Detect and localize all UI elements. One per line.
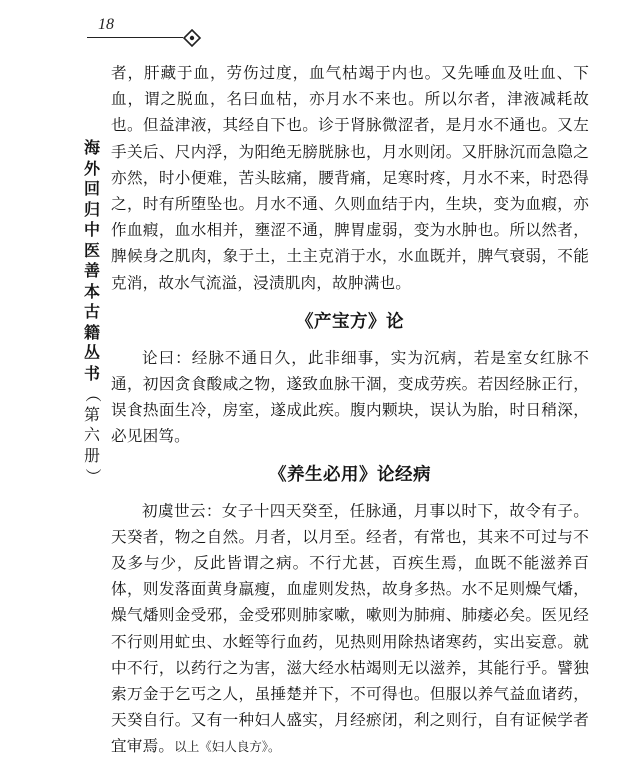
section-heading-chanbaofang: 《产宝方》论: [296, 311, 404, 332]
series-char: 归: [83, 199, 100, 219]
series-paren-close: ）: [83, 468, 103, 485]
series-char: 医: [83, 240, 100, 260]
series-char: 海: [83, 138, 100, 157]
ornament-icon: [182, 29, 202, 47]
source-citation: 以上《妇人良方》。: [174, 739, 281, 755]
series-paren-open: （: [83, 386, 103, 403]
series-char: 书: [83, 363, 100, 383]
series-char: 第: [83, 404, 100, 424]
series-title-vertical: [80, 138, 104, 487]
series-char: 回: [83, 179, 100, 198]
series-char: 六: [83, 425, 100, 444]
paragraph-text: 初虞世云：女子十四天癸至，任脉通，月事以时下，故令有子。天癸者，物之自然。月者，以月至。经者，有常也，其来不可过与不及多与少，反此皆谓之病。不行尤甚，百疾生焉，血既不能滋养百体，则发落面黄身羸瘦，血虚则发热，故身多热。水不足则燥气燔，燥气燔则金受邪，金受邪则肺家嗽，嗽则为肺痈、肺痿必矣。医见经不行则用虻虫、水蛭等行血药，见热则用除热诸寒药，实出妄意。就中不行，以药行之为害，滋大经水枯竭则无以滋养，其能行乎。譬独索万金于乞丐之人，虽捶楚并下，不可得也。但服以养气益血诸药，天癸自行。又有一种妇人盛实，月经瘀闭，利之则行，自有证候学者宜审焉。: [111, 501, 589, 756]
paragraph-yangshengbiyong: [111, 498, 589, 761]
section-heading-yangshengbiyong: 《养生必用》论经病: [269, 464, 431, 485]
series-char: 本: [83, 281, 100, 301]
series-char: 善: [83, 261, 100, 280]
series-char: 籍: [83, 322, 100, 342]
series-char: 古: [83, 302, 100, 321]
series-char: 丛: [83, 343, 100, 362]
series-char: 册: [83, 445, 100, 465]
series-char: 中: [83, 220, 100, 239]
page-body: [111, 60, 589, 761]
paragraph-chanbaofang: 论曰：经脉不通日久，此非细事，实为沉病，若是室女红脉不通，初因贪食酸咸之物，遂致血脉干涸，变成劳疾。若因经脉正行，误食热面生冷，房室，遂成此疾。腹内颗块，误认为胎，时日稍深，必见困笃。: [111, 348, 589, 446]
paragraph-continuation: 者，肝藏于血，劳伤过度，血气枯竭于内也。又先唾血及吐血、下血，谓之脱血，名曰血枯，亦月水不来也。所以尔者，津液减耗故也。但益津液，其经自下也。诊于肾脉微涩者，是月水不通也。又左手关后、尺内浮，为阳绝无膀胱脉也，月水则闭。又肝脉沉而急隐之亦然，时小便难，苦头眩痛，腰背痛，足寒时疼，月水不来，时恐得之，时有所堕坠也。月水不通、久则血结于内，生块，变为血瘕，亦作血瘕，血水相并，壅涩不通，脾胃虚弱，变为水肿也。所以然者，脾候身之肌肉，象于土，土主克消于水，水血既并，脾气衰弱，不能克消，故水气流溢，浸渍肌肉，故肿满也。: [111, 64, 589, 292]
series-char: 外: [83, 158, 100, 178]
header-rule: [87, 37, 183, 38]
page-number: 18: [98, 16, 114, 33]
